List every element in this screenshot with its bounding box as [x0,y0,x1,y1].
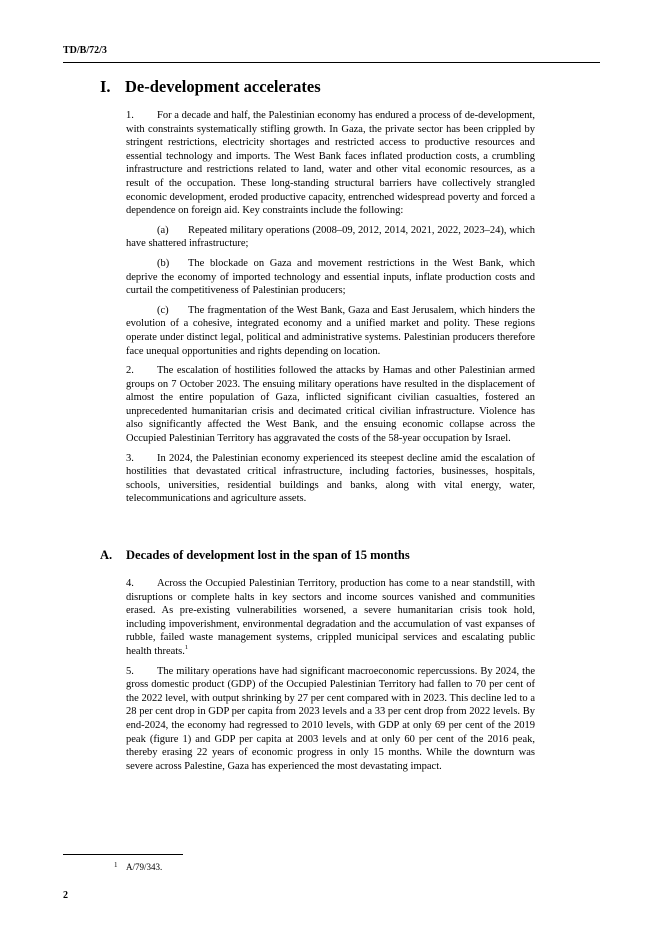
paragraph-4 [126,577,535,659]
paragraph-1-number: 1. [126,110,134,121]
chapter-number: I. [100,77,111,96]
subparagraph-c-label: (c) [157,304,169,316]
paragraph-3-text: In 2024, the Palestinian economy experienced its steepest decline amid the escalation of hostilities that devastated critical infrastructure, including factories, businesses, hospitals, schools, universities, residential buildings and banks, along with vital energy, water, telecommunications and agriculture assets. [126,452,535,505]
paragraph-3 [126,452,535,506]
paragraph-5-number: 5. [126,665,134,677]
subparagraph-c [126,304,535,358]
paragraph-5 [126,665,535,774]
subparagraph-b [126,257,535,298]
subparagraph-b-text: The blockade on Gaza and movement restrictions in the West Bank, which deprive the economy of imported technology and essential inputs, inflate production costs and curtail the competitiveness of Palestinian producers; [126,257,535,297]
paragraph-1-text: For a decade and half, the Palestinian economy has endured a process of de-development, with constraints systematically stifling growth. In Gaza, the private sector has been crippled by stringent restrictions, electricity shortages and restricted access to productive resources and essential technology and imports. The West Bank faces inflated production costs, a crumbling infrastructure and restrictions related to land, water and other vital economic resources, as a result of the occupation. These long-standing structural barriers have collectively strangled economic development, eroded productive capacity, entrenched widespread poverty and forced a dependence on foreign aid. Key constraints include the following: [126,110,535,217]
chapter-heading [100,77,321,97]
paragraph-2-text: The escalation of hostilities followed the attacks by Hamas and other Palestinian armed groups on 7 October 2023. The ensuing military operations have resulted in the displacement of almost the entire population of Gaza, inflicted significant civilian casualties, fostered an unprecedented humanitarian crisis and decimated critical civilian infrastructure. Violence has also significantly affected the West Bank, and the ensuing economic collapse across the Occupied Palestinian Territory has aggravated the costs of the 58-year occupation by Israel. [126,365,535,445]
section-title: Decades of development lost in the span of 15 months [126,548,410,562]
section-heading [100,548,410,563]
chapter-body [126,109,535,512]
paragraph-4-number: 4. [126,578,134,589]
subparagraph-a [126,224,535,251]
subparagraph-a-label: (a) [157,224,169,236]
chapter-title: De-development accelerates [125,77,321,96]
footnote-text: A/79/343. [126,862,163,872]
page-number: 2 [63,890,68,901]
subparagraph-c-text: The fragmentation of the West Bank, Gaza and East Jerusalem, which hinders the evolution of a cohesive, integrated economy and a unified market and polity. These regions operate under distinct legal, political and administrative systems. Palestinian producers therefore face unequal opportunities and rights depending on location. [126,304,535,357]
section-letter: A. [100,548,113,562]
paragraph-2 [126,364,535,446]
footnote-number: 1 [114,861,118,869]
paragraph-1 [126,109,535,218]
paragraph-3-number: 3. [126,452,134,464]
paragraph-5-text: The military operations have had significant macroeconomic repercussions. By 2024, the gross domestic product (GDP) of the Occupied Palestinian Territory had fallen to 70 per cent of the 2022 level, with output shrinking by 27 per cent compared with in 2023. This decline led to a 28 per cent drop in GDP per capita from 2023 levels and a 33 per cent drop from 2022 levels. By end-2024, the economy had regressed to 2010 levels, with GDP at only 69 per cent of the 2019 peak (figure 1) and GDP per capita at 2003 levels and at only 60 per cent of the 2016 peak, thereby erasing 22 years of economic progress in only 15 months. While the downturn was severe across Palestine, Gaza has experienced the most devastating impact. [126,665,535,772]
document-symbol: TD/B/72/3 [63,45,107,56]
footnote-reference[interactable]: 1 [184,643,189,651]
paragraph-2-number: 2. [126,365,134,377]
subparagraph-b-label: (b) [157,257,170,269]
subparagraph-a-text: Repeated military operations (2008–09, 2012, 2014, 2021, 2022, 2023–24), which have shattered infrastructure; [126,224,535,250]
footnote-rule [63,854,183,855]
paragraph-4-text: Across the Occupied Palestinian Territory, production has come to a near standstill, with disruptions or complete halts in key sectors and income sources vanished and communities erased. As pre-existing vulnerabilities worsened, a severe humanitarian crisis took hold, including impoverishment, environmental degradation and the accumulation of vast expanses of rubble, failed waste management systems, crippled municipal services and escalating public health threats. [126,578,535,657]
section-body [126,577,535,779]
header-rule [63,62,600,63]
footnote [114,861,162,872]
